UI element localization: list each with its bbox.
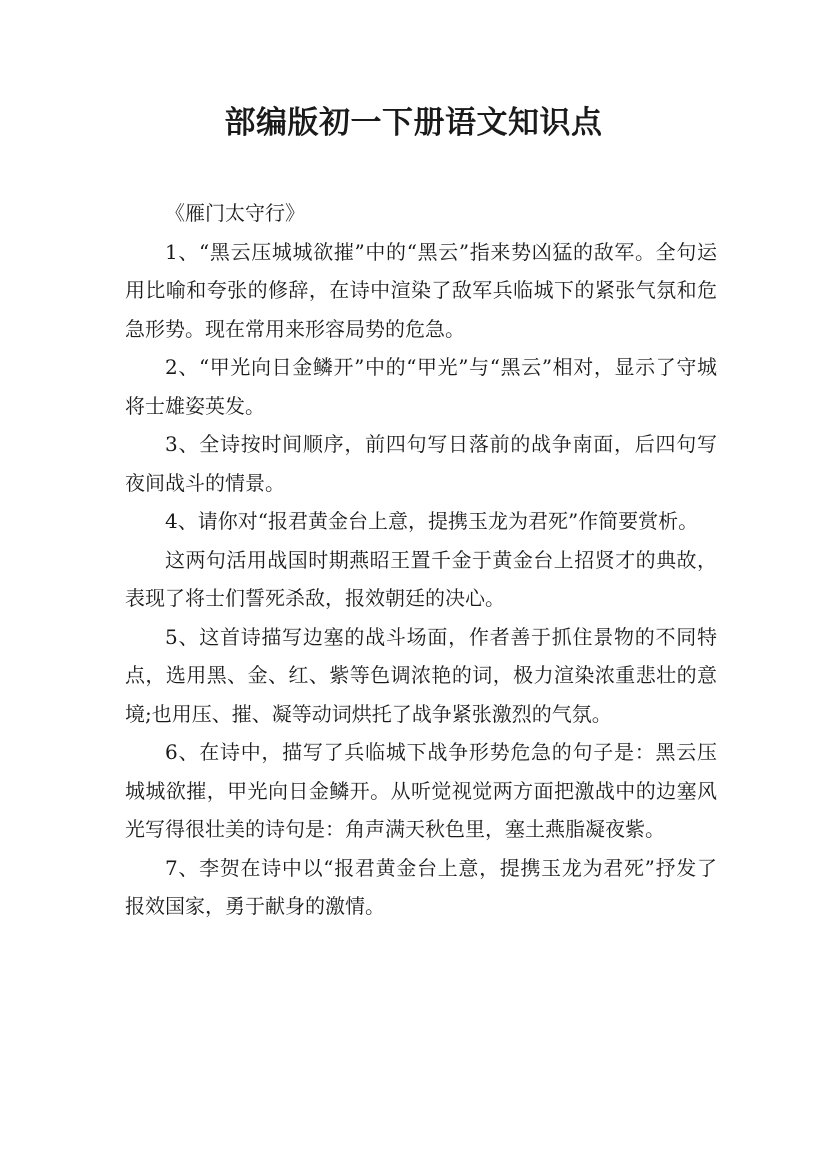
paragraph-2: 2、“甲光向日金鳞开”中的“甲光”与“黑云”相对，显示了守城将士雄姿英发。 xyxy=(125,355,717,418)
paragraph-4-question: 4、请你对“报君黄金台上意，提携玉龙为君死”作简要赏析。 xyxy=(165,509,699,533)
document-title: 部编版初一下册语文知识点 xyxy=(224,105,603,141)
paragraph-7: 7、李贺在诗中以“报君黄金台上意，提携玉龙为君死”抒发了报效国家，勇于献身的激情。 xyxy=(125,855,717,918)
document-body xyxy=(125,194,717,926)
paragraph-3: 3、全诗按时间顺序，前四句写日落前的战争南面，后四句写夜间战斗的情景。 xyxy=(125,432,717,495)
paragraph-5: 5、这首诗描写边塞的战斗场面，作者善于抓住景物的不同特点，选用黑、金、红、紫等色调浓艳的词，极力渲染浓重悲壮的意境;也用压、摧、凝等动词烘托了战争紧张激烈的气氛。 xyxy=(125,624,717,726)
paragraph-poem-title: 《雁门太守行》 xyxy=(165,201,305,225)
paragraph-6: 6、在诗中，描写了兵临城下战争形势危急的句子是：黑云压城城欲摧，甲光向日金鳞开。从听觉视觉两方面把激战中的边塞风光写得很壮美的诗句是：角声满天秋色里，塞土燕脂凝夜紫。 xyxy=(125,740,717,841)
paragraph-1: 1、“黑云压城城欲摧”中的“黑云”指来势凶猛的敌军。全句运用比喻和夸张的修辞，在诗中渲染了敌军兵临城下的紧张气氛和危急形势。现在常用来形容局势的危急。 xyxy=(125,239,717,341)
paragraph-4-answer: 这两句活用战国时期燕昭王置千金于黄金台上招贤才的典故，表现了将士们誓死杀敌，报效朝廷的决心。 xyxy=(125,547,717,610)
